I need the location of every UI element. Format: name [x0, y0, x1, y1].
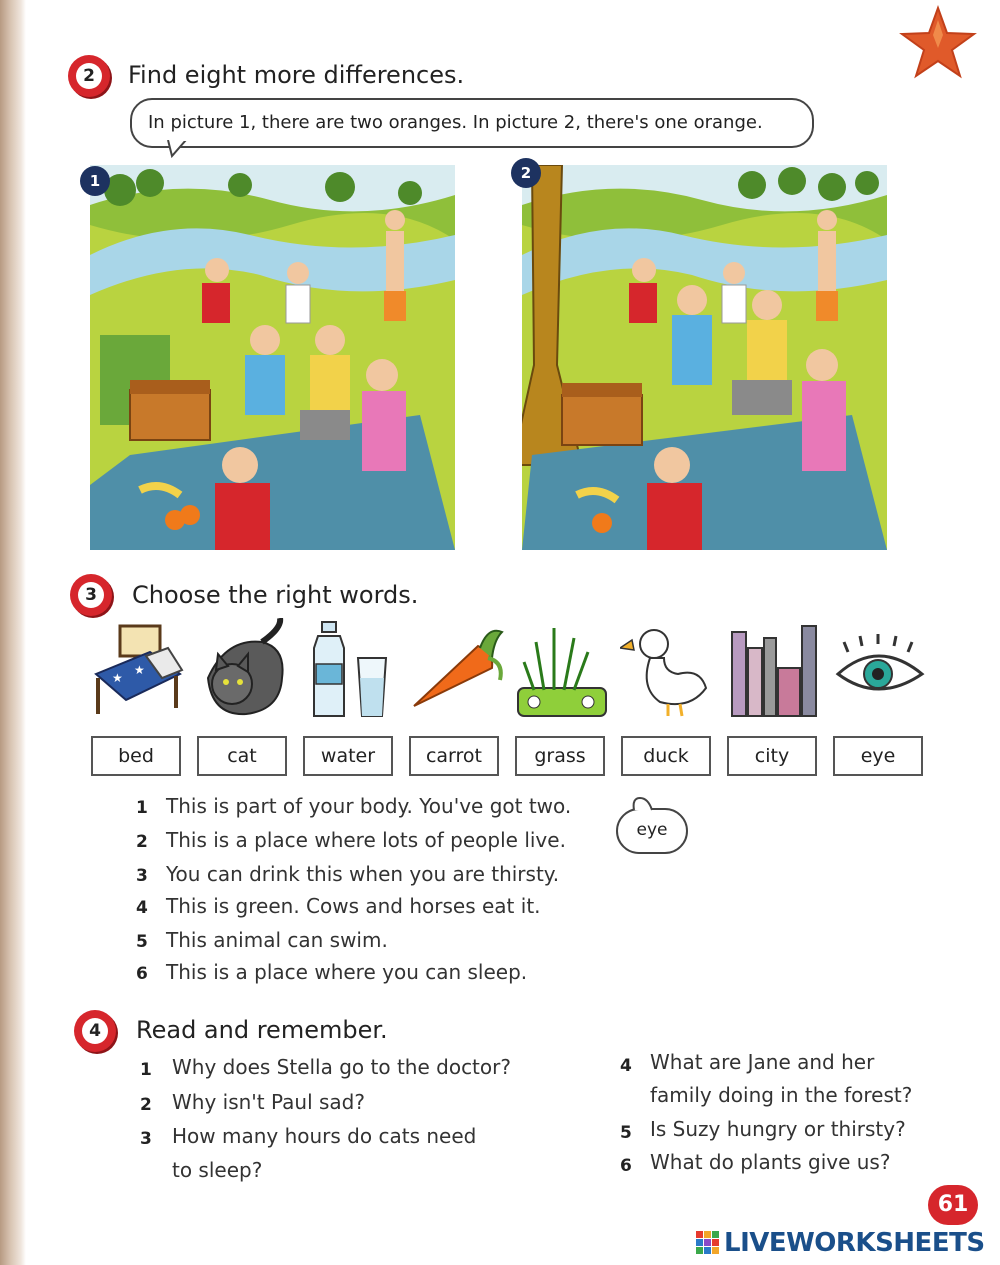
- question-text: Why does Stella go to the doctor?: [172, 1055, 511, 1079]
- word-box-eye[interactable]: eye: [833, 736, 923, 776]
- example-sentence: In picture 1, there are two oranges. In picture 2, there's one orange.: [148, 112, 763, 133]
- watermark-text: LIVEWORKSHEETS: [724, 1228, 985, 1258]
- picture-1-number: 1: [80, 166, 110, 196]
- grass-icon: [514, 618, 610, 722]
- cat-icon: [196, 618, 292, 722]
- word-box-duck[interactable]: duck: [621, 736, 711, 776]
- exercise-4-badge: [74, 1010, 116, 1052]
- page-number: 61: [928, 1185, 978, 1225]
- question-number: 4: [620, 1056, 632, 1076]
- clue-text: You can drink this when you are thirsty.: [166, 862, 560, 886]
- clue-number: 6: [136, 964, 148, 984]
- water-bottle-icon: [302, 618, 398, 722]
- clue-text: This is a place where you can sleep.: [166, 960, 528, 984]
- exercise-4-title: Read and remember.: [136, 1016, 388, 1044]
- picnic-scene-1-illustration: [90, 165, 455, 550]
- picture-2-number: 2: [511, 158, 541, 188]
- clue-number: 1: [136, 798, 148, 818]
- carrot-icon: [408, 618, 504, 722]
- exercise-2-title: Find eight more differences.: [128, 61, 465, 89]
- bed-icon: [90, 618, 186, 722]
- eye-icon: [832, 618, 928, 722]
- question-number: 2: [140, 1095, 152, 1115]
- clue-number: 3: [136, 866, 148, 886]
- question-text: How many hours do cats need: [172, 1124, 477, 1148]
- question-text: Is Suzy hungry or thirsty?: [650, 1117, 906, 1141]
- question-number: 6: [620, 1156, 632, 1176]
- picnic-scene-2-illustration: [522, 165, 887, 550]
- clue-number: 4: [136, 898, 148, 918]
- question-text: Why isn't Paul sad?: [172, 1090, 365, 1114]
- clue-text: This is green. Cows and horses eat it.: [166, 894, 541, 918]
- picnic-picture-1: [90, 165, 455, 550]
- example-answer: eye: [636, 820, 668, 840]
- exercise-2-badge: [68, 55, 110, 97]
- question-text-continued: family doing in the forest?: [650, 1083, 913, 1107]
- question-text-continued: to sleep?: [172, 1158, 263, 1182]
- exercise-4-number: 4: [82, 1018, 108, 1044]
- word-box-cat[interactable]: cat: [197, 736, 287, 776]
- liveworksheets-logo: [696, 1228, 996, 1258]
- exercise-3-number: 3: [78, 582, 104, 608]
- clue-number: 2: [136, 832, 148, 852]
- star-icon: [898, 4, 978, 84]
- word-box-city[interactable]: city: [727, 736, 817, 776]
- question-number: 3: [140, 1129, 152, 1149]
- clue-number: 5: [136, 932, 148, 952]
- question-text: What are Jane and her: [650, 1050, 875, 1074]
- exercise-3-title: Choose the right words.: [132, 581, 419, 609]
- question-number: 5: [620, 1123, 632, 1143]
- speech-bubble-tail-icon: [166, 140, 194, 160]
- liveworksheets-grid-icon: [696, 1231, 720, 1255]
- word-box-grass[interactable]: grass: [515, 736, 605, 776]
- picnic-picture-2: [522, 165, 887, 550]
- exercise-3-badge: [70, 574, 112, 616]
- clue-text: This is a place where lots of people live.: [166, 828, 566, 852]
- exercise-2-number: 2: [76, 63, 102, 89]
- clue-text: This animal can swim.: [166, 928, 388, 952]
- answer-bubble: [616, 808, 688, 854]
- duck-icon: [620, 618, 716, 722]
- word-box-bed[interactable]: bed: [91, 736, 181, 776]
- svg-text:★: ★: [134, 663, 145, 677]
- svg-text:★: ★: [112, 671, 123, 685]
- question-number: 1: [140, 1060, 152, 1080]
- city-icon: [726, 618, 822, 722]
- answer-bubble-tail-icon: [630, 796, 660, 812]
- question-text: What do plants give us?: [650, 1150, 891, 1174]
- word-box-carrot[interactable]: carrot: [409, 736, 499, 776]
- word-box-water[interactable]: water: [303, 736, 393, 776]
- clue-text: This is part of your body. You've got two.: [166, 794, 572, 818]
